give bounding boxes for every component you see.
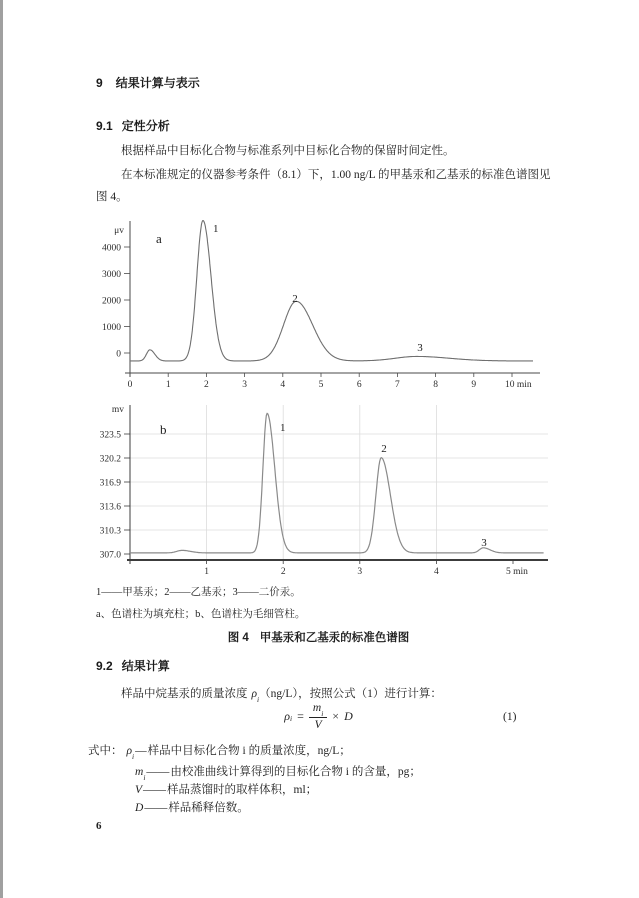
chromatogram-curve [130,221,533,361]
calc-intro-var: ρ [251,688,258,700]
formula-1 [96,702,541,731]
calc-intro-post: （ng/L），按照公式（1）进行计算： [259,688,442,700]
definition-line-v: V——样品蒸馏时的取样体积，ml； [135,784,318,796]
section-9-2-title: 结果计算 [121,659,170,673]
calc-intro-line [121,685,442,705]
peak-label-1: 1 [280,422,286,434]
peak-label-3: 3 [481,537,487,549]
panel-label: b [160,422,167,437]
section-9-title: 结果计算与表示 [115,76,200,90]
page-number: 6 [96,820,102,832]
definition-line-rho: 式中： $\rho_i—$样品中目标化合物 i 的质量浓度，ng/L； [88,745,351,762]
peak-label-2: 2 [381,443,387,455]
x-tick-label: 1 [204,567,209,577]
formula-factor: D [344,709,353,724]
chromatogram-chart-a [90,212,555,392]
calc-intro-var-sub: i [257,695,260,705]
definition-line-m: $m_i——$由校准曲线计算得到的目标化合物 i 的含量，pg； [135,766,421,783]
section-9-number: 9 [96,76,103,90]
y-tick-label: 316.9 [99,478,121,489]
x-tick-label: 7 [395,380,400,390]
x-tick-label: 4 [434,567,439,577]
paragraph-qualitative: 根据样品中目标化合物与标准系列中目标化合物的保留时间定性。 [121,145,455,157]
formula-lhs-sub: i [290,714,293,724]
y-tick-label: 313.6 [99,502,121,513]
chromatogram-chart-b [90,398,555,582]
figure-legend-peaks: 1——甲基汞；2——乙基汞；3——二价汞。 [96,587,301,598]
section-9-2-number: 9.2 [96,659,113,673]
paragraph-condition-line2: 图 4。 [96,191,128,203]
y-tick-label: 320.2 [99,454,121,465]
section-9-1-title: 定性分析 [121,119,170,133]
x-tick-label: 9 [471,380,477,390]
definition-line-d: D——样品稀释倍数。 [135,802,249,814]
figure-caption-number: 图 4 [227,632,249,644]
x-tick-label: 0 [127,380,133,390]
figure-legend-columns: a、色谱柱为填充柱；b、色谱柱为毛细管柱。 [96,609,306,620]
x-tick-label: 2 [280,567,286,577]
x-tick-label: 6 [356,380,362,390]
section-9-2-heading [96,657,170,674]
x-tick-label: 4 [280,380,286,390]
formula-times: × [332,709,340,724]
peak-label-1: 1 [213,223,219,235]
y-unit-label: mv [111,405,124,415]
formula-fraction: $\frac{m_i}{V}$ [309,702,327,731]
y-tick-label: 3000 [102,270,121,280]
section-9-1-number: 9.1 [96,119,113,133]
panel-label: a [156,231,162,246]
x-tick-label: 8 [433,380,438,390]
x-tick-label: 5 min [506,567,528,577]
section-9-heading [96,74,200,91]
x-tick-label: 1 [165,380,171,390]
peak-label-2: 2 [292,293,298,305]
y-tick-label: 307.0 [99,550,121,561]
x-tick-label: 3 [357,567,363,577]
y-tick-label: 323.5 [99,430,121,441]
x-tick-label: 2 [204,380,209,390]
y-tick-label: 2000 [102,296,121,307]
y-tick-label: 1000 [102,323,121,333]
y-tick-label: 4000 [102,243,121,254]
calc-intro-pre: 样品中烷基汞的质量浓度 [121,688,248,700]
formula-equals: = [297,709,304,724]
equation-number: (1) [503,711,517,723]
formula-lhs: ρ [284,709,291,724]
definitions-prefix: 式中： [88,745,123,757]
y-unit-label: μv [114,226,124,236]
page-edge-shadow [0,0,3,898]
figure-caption [96,629,541,645]
section-9-1-heading [96,117,170,134]
y-tick-label: 0 [116,349,121,360]
paragraph-condition-line1: 在本标准规定的仪器参考条件（8.1）下，1.00 ng/L 的甲基汞和乙基汞的标准色谱图见 [121,169,551,181]
x-tick-label: 10 min [505,380,532,390]
figure-caption-title: 甲基汞和乙基汞的标准色谱图 [259,632,410,644]
y-tick-label: 310.3 [99,526,121,537]
x-tick-label: 5 [318,380,324,390]
x-tick-label: 3 [242,380,247,390]
peak-label-3: 3 [417,342,423,354]
